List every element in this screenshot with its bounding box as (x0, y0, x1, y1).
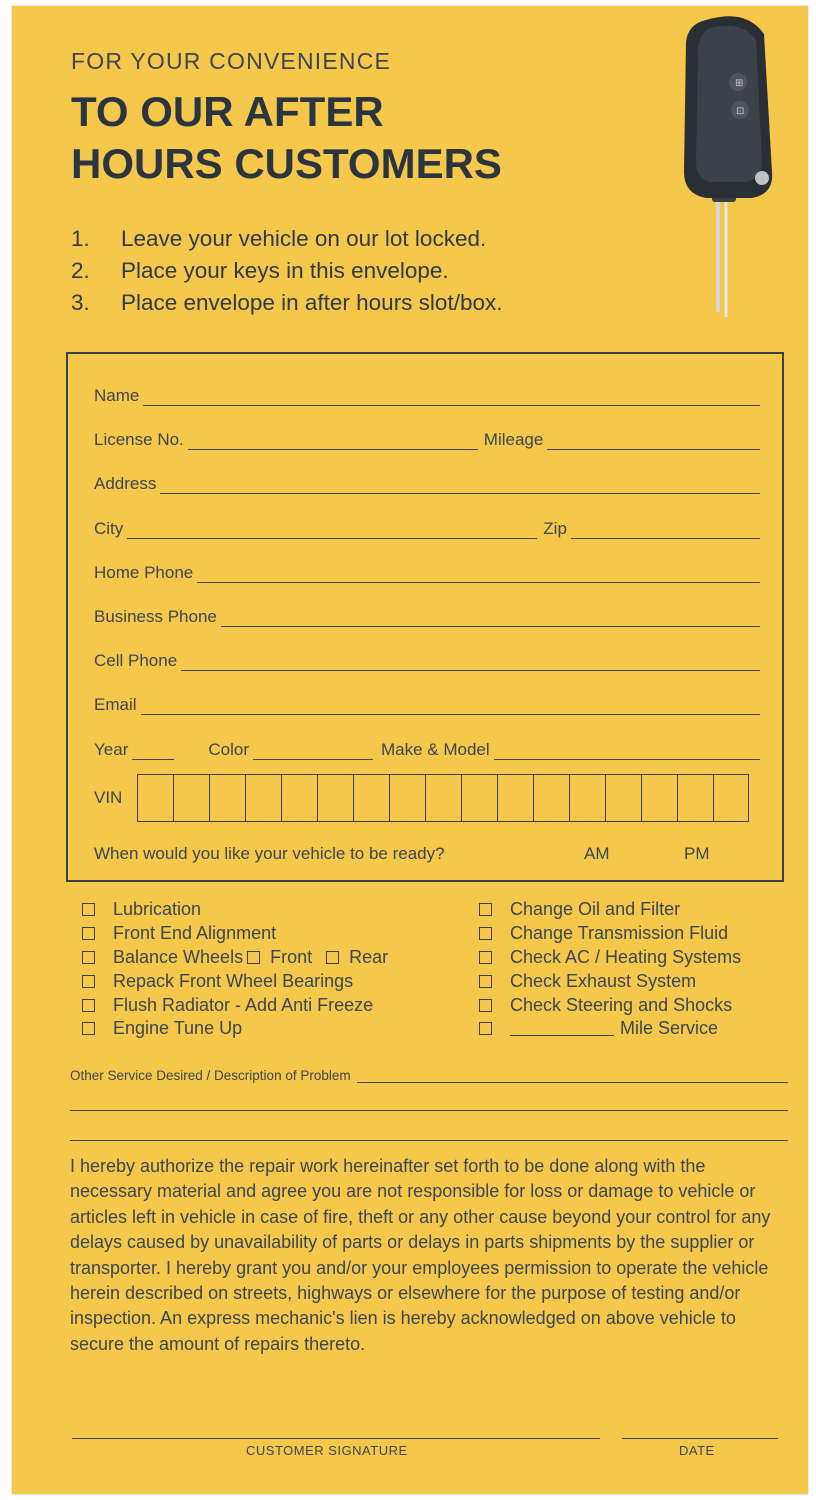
step-text: Leave your vehicle on our lot locked. (121, 226, 487, 251)
front-label: Front (270, 946, 313, 967)
front-checkbox[interactable] (247, 951, 260, 964)
svg-text:⊞: ⊞ (735, 78, 744, 89)
license-label: License No. (94, 430, 184, 449)
service-item (479, 993, 741, 1017)
service-item (479, 1017, 741, 1041)
step-text: Place your keys in this envelope. (121, 258, 449, 283)
city-field[interactable] (127, 524, 537, 539)
vin-box[interactable] (138, 775, 174, 821)
title-line-2: HOURS CUSTOMERS (71, 140, 502, 187)
vin-box[interactable] (642, 775, 678, 821)
title-line-1: TO OUR AFTER (71, 88, 384, 135)
vin-box[interactable] (318, 775, 354, 821)
vin-box[interactable] (714, 775, 748, 821)
vin-box[interactable] (498, 775, 534, 821)
balance-wheels-checkbox[interactable] (82, 951, 95, 964)
color-field[interactable] (253, 745, 373, 760)
service-item (82, 1017, 388, 1041)
am-option[interactable]: AM (584, 844, 610, 863)
service-label: Change Oil and Filter (510, 899, 681, 920)
home-phone-label: Home Phone (94, 563, 194, 582)
service-label: Front End Alignment (113, 923, 277, 944)
service-label: Balance Wheels (113, 946, 244, 967)
mile-service-blank[interactable] (510, 1021, 614, 1036)
vehicle-row (94, 738, 760, 760)
make-model-field[interactable] (494, 745, 760, 760)
customer-signature-label: CUSTOMER SIGNATURE (246, 1443, 408, 1458)
engine-tune-up-checkbox[interactable] (82, 1022, 95, 1035)
step-number: 2. (71, 258, 90, 283)
license-field[interactable] (188, 435, 478, 450)
customer-info-form (66, 352, 784, 882)
vin-box[interactable] (174, 775, 210, 821)
vin-box[interactable] (678, 775, 714, 821)
service-item (82, 898, 388, 922)
description-line[interactable] (70, 1140, 788, 1141)
repack-bearings-checkbox[interactable] (82, 975, 95, 988)
email-row (94, 693, 760, 715)
transmission-fluid-checkbox[interactable] (479, 927, 492, 940)
services-left-column (82, 898, 388, 1041)
email-field[interactable] (141, 700, 760, 715)
service-item (479, 922, 741, 946)
vin-label: VIN (94, 788, 123, 807)
zip-field[interactable] (571, 524, 760, 539)
color-label: Color (208, 740, 249, 759)
service-item (479, 898, 741, 922)
rear-checkbox[interactable] (326, 951, 339, 964)
address-row (94, 472, 760, 494)
vin-box[interactable] (534, 775, 570, 821)
vin-row (94, 774, 749, 822)
service-item (82, 969, 388, 993)
step-number: 3. (71, 290, 90, 315)
check-ac-checkbox[interactable] (479, 951, 492, 964)
service-label: Mile Service (620, 1018, 719, 1039)
description-line[interactable] (70, 1110, 788, 1111)
front-end-alignment-checkbox[interactable] (82, 927, 95, 940)
date-label: DATE (679, 1443, 715, 1458)
lubrication-checkbox[interactable] (82, 903, 95, 916)
year-field[interactable] (132, 745, 174, 760)
zip-label: Zip (543, 519, 567, 538)
svg-text:⊡: ⊡ (736, 106, 745, 117)
date-line[interactable] (622, 1438, 778, 1439)
services-right-column (479, 898, 741, 1041)
email-label: Email (94, 695, 137, 714)
cell-phone-label: Cell Phone (94, 651, 178, 670)
address-label: Address (94, 474, 157, 493)
service-label: Check AC / Heating Systems (510, 946, 742, 967)
service-item (479, 946, 741, 970)
name-row (94, 384, 760, 406)
flush-radiator-checkbox[interactable] (82, 999, 95, 1012)
vin-box[interactable] (390, 775, 426, 821)
make-model-label: Make & Model (380, 740, 490, 759)
cell-phone-row (94, 649, 760, 671)
car-key-fob-icon (676, 12, 776, 322)
vin-box[interactable] (570, 775, 606, 821)
mileage-field[interactable] (547, 435, 760, 450)
service-label: Check Steering and Shocks (510, 994, 733, 1015)
service-label: Repack Front Wheel Bearings (113, 970, 354, 991)
service-label: Check Exhaust System (510, 970, 697, 991)
step-number: 1. (71, 226, 90, 251)
check-exhaust-checkbox[interactable] (479, 975, 492, 988)
service-item (82, 946, 388, 970)
instruction-step (71, 258, 502, 290)
instruction-step (71, 290, 502, 322)
city-label: City (94, 519, 124, 538)
address-field[interactable] (160, 479, 760, 494)
service-label: Flush Radiator - Add Anti Freeze (113, 994, 374, 1015)
service-label: Engine Tune Up (113, 1018, 243, 1039)
year-label: Year (94, 740, 129, 759)
service-item (82, 922, 388, 946)
mileage-label: Mileage (483, 430, 544, 449)
business-phone-field[interactable] (221, 612, 760, 627)
business-phone-label: Business Phone (94, 607, 217, 626)
page-title (71, 86, 671, 190)
vin-box[interactable] (282, 775, 318, 821)
mile-service-checkbox[interactable] (479, 1022, 492, 1035)
other-service-label: Other Service Desired / Description of Problem (70, 1068, 351, 1083)
instruction-list (71, 226, 502, 322)
change-oil-checkbox[interactable] (479, 903, 492, 916)
vin-box[interactable] (462, 775, 498, 821)
check-steering-checkbox[interactable] (479, 999, 492, 1012)
step-text: Place envelope in after hours slot/box. (121, 290, 503, 315)
name-field[interactable] (143, 391, 760, 406)
ready-question: When would you like your vehicle to be ready? (94, 844, 445, 863)
instruction-step (71, 226, 502, 258)
vin-box[interactable] (210, 775, 246, 821)
vin-boxes (137, 774, 749, 822)
rear-label: Rear (349, 946, 389, 967)
license-row (94, 428, 760, 450)
vin-box[interactable] (354, 775, 390, 821)
header-eyebrow: FOR YOUR CONVENIENCE (71, 48, 392, 74)
vin-box[interactable] (246, 775, 282, 821)
authorization-text: I hereby authorize the repair work hereinafter set forth to be done along with the necessary material and agree you are not responsible for loss or damage to vehicle or articles left in vehicle in case of fire, theft or any other cause beyond your control for any delays caused by unavailability of parts or delays in parts shipments by the supplier or transporter. I hereby grant you and/or your employees permission to operate the vehicle herein described on streets, highways or elsewhere for the purpose of testing and/or inspection. An express mechanic's lien is hereby acknowledged on above vehicle to secure the amount of repairs thereto. (70, 1156, 771, 1354)
service-label: Change Transmission Fluid (510, 923, 729, 944)
service-item (82, 993, 388, 1017)
ready-time-row (94, 844, 774, 864)
name-label: Name (94, 386, 140, 405)
vin-box[interactable] (426, 775, 462, 821)
home-phone-field[interactable] (197, 568, 760, 583)
cell-phone-field[interactable] (181, 656, 760, 671)
pm-option[interactable]: PM (684, 844, 710, 863)
home-phone-row (94, 561, 760, 583)
business-phone-row (94, 605, 760, 627)
other-service-field[interactable] (357, 1070, 788, 1083)
customer-signature-line[interactable] (72, 1438, 600, 1439)
service-label: Lubrication (113, 899, 202, 920)
service-item (479, 969, 741, 993)
other-service-row (70, 1068, 788, 1083)
city-row (94, 517, 760, 539)
vin-box[interactable] (606, 775, 642, 821)
